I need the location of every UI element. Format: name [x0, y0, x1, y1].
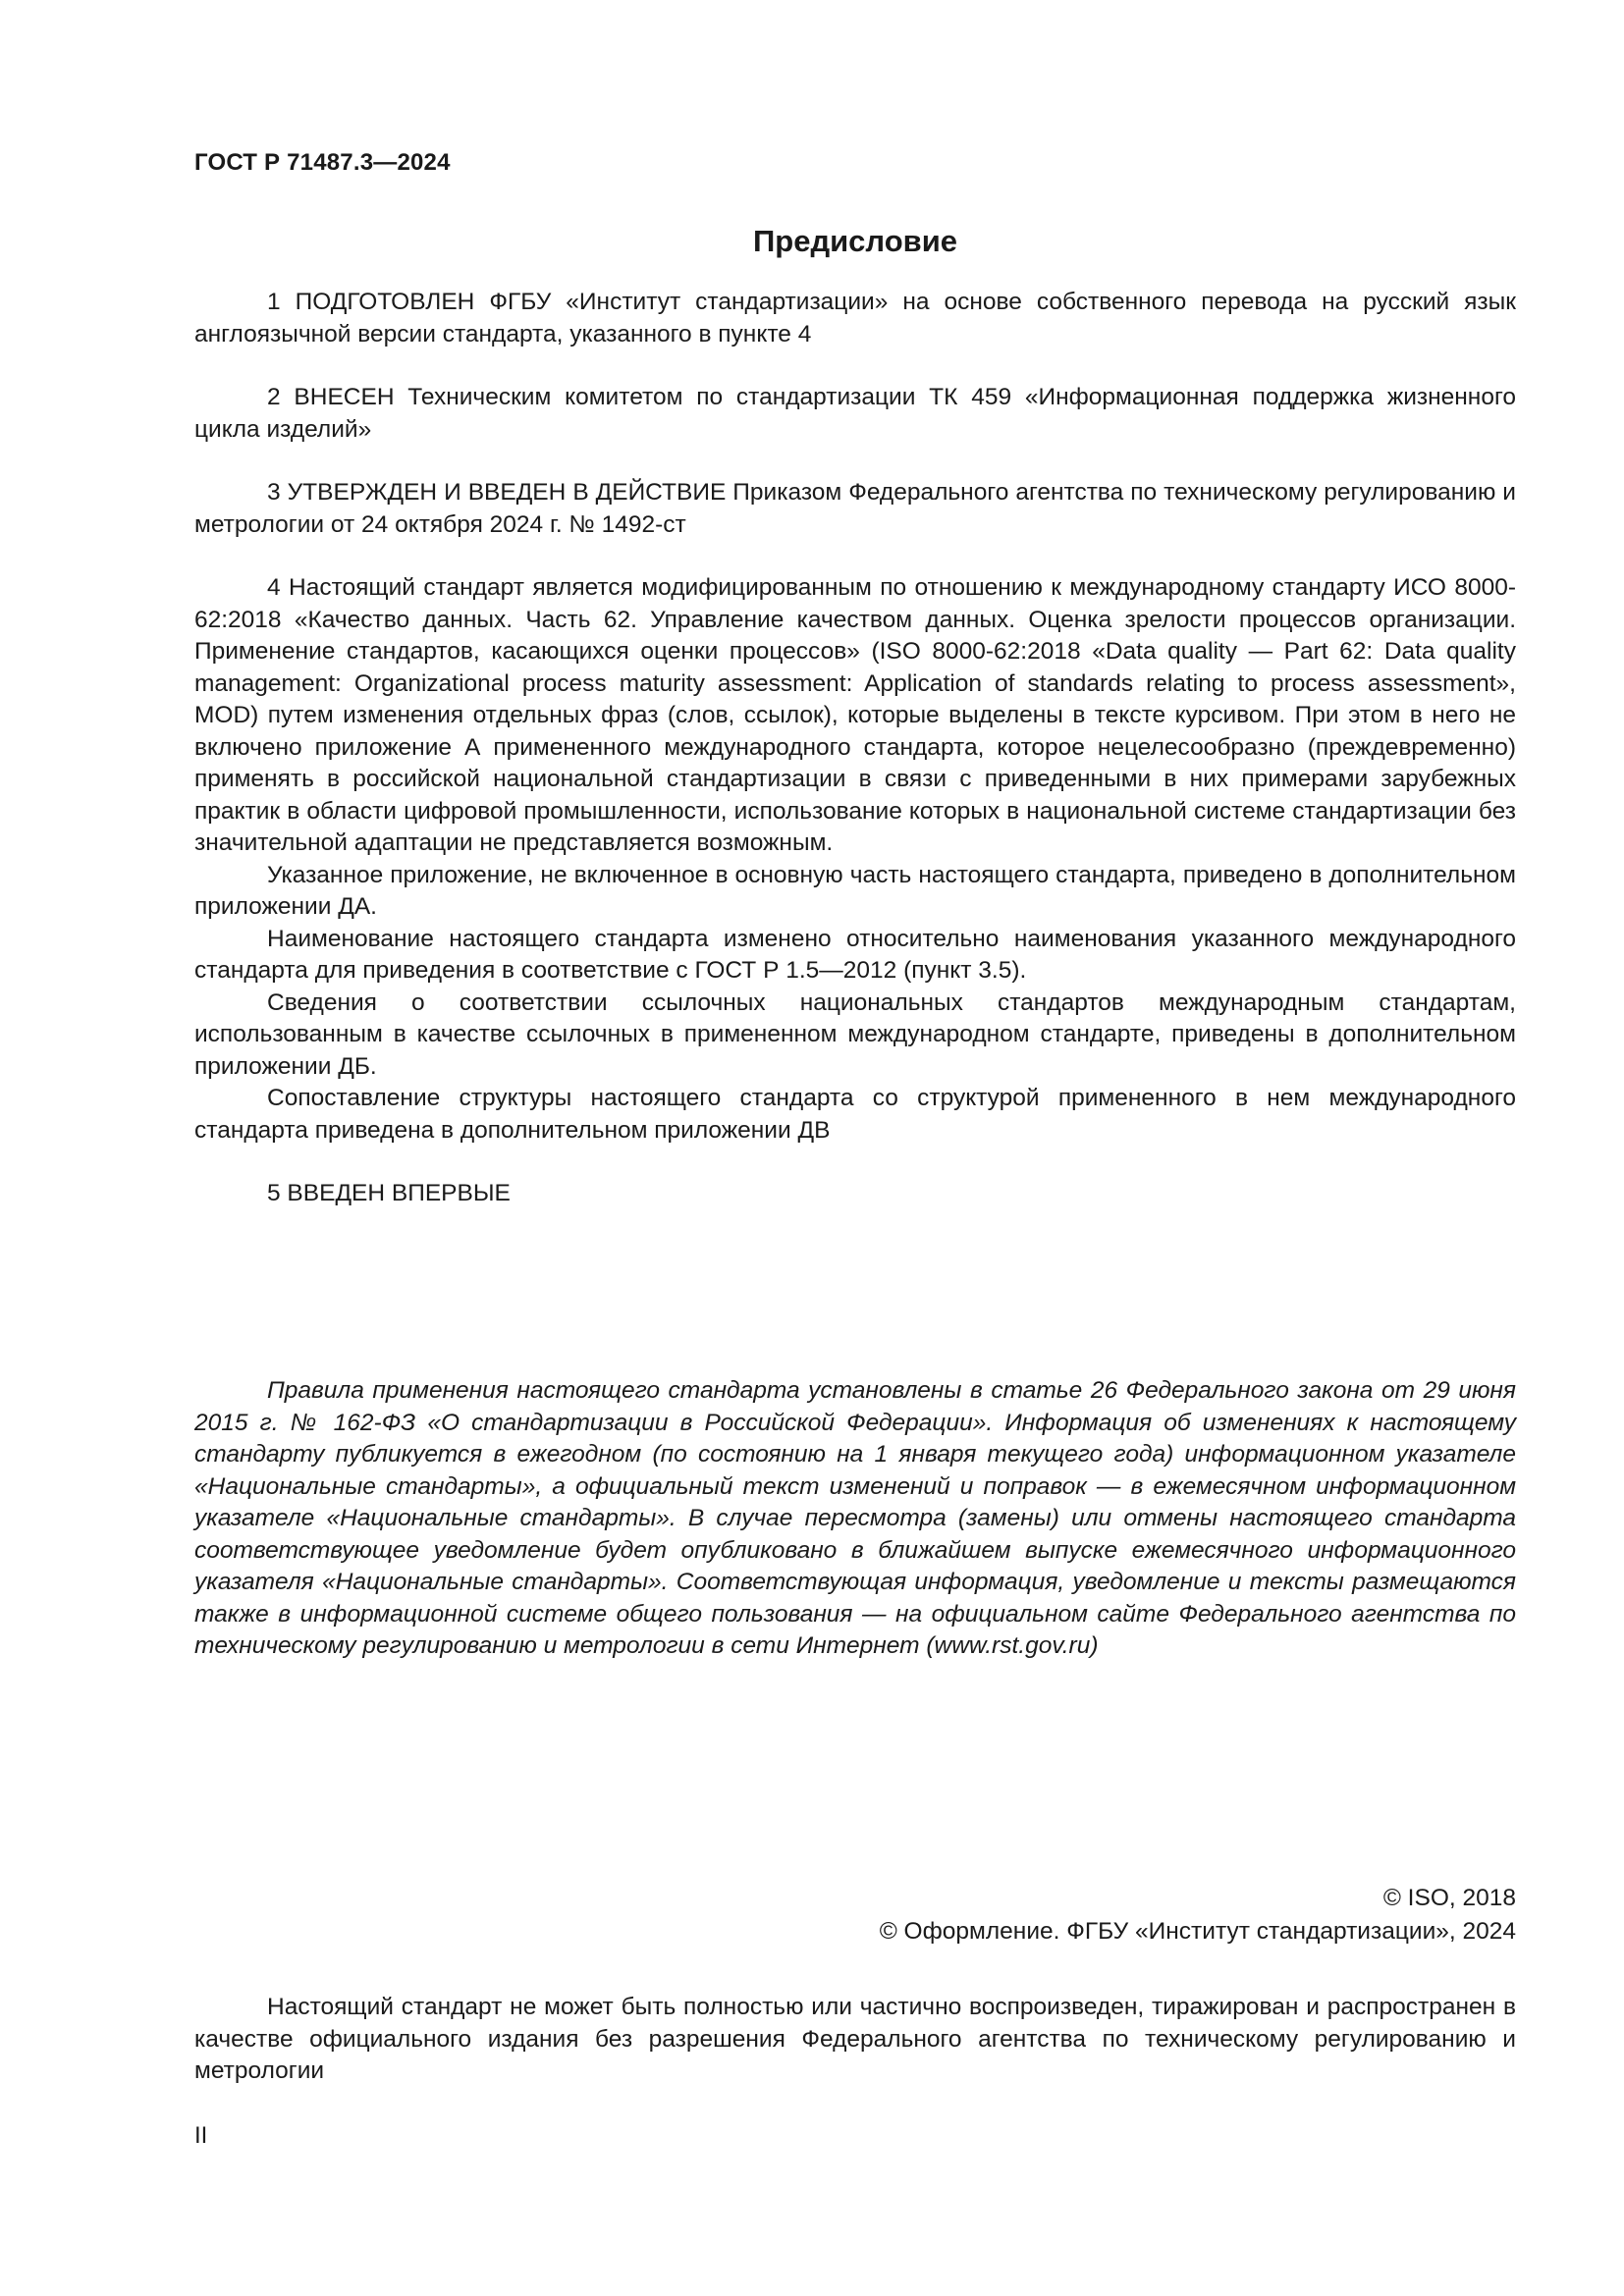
- foreword-item-4: 4 Настоящий стандарт является модифицированным по отношению к международному стандарту ИСО 8000-62:2018 «Качество данных. Часть 62. Управление качеством данных. Оценка зрелости процессов организации. Применение стандартов, касающихся оценки процессов» (ISO 8000-62:2018 «Data quality — Part 62: Data quality management: Organizational process maturity assessment: Application of standards relating to process assessment», MOD) путем изменения отдельных фраз (слов, ссылок), которые выделены в тексте курсивом. При этом в него не включено приложение А примененного международного стандарта, которое нецелесообразно (преждевременно) применять в российской национальной стандартизации в связи с приведенными в них примерами зарубежных практик в области цифровой промышленности, использование которых в национальной системе стандартизации без значительной адаптации не представляется возможным.: [194, 574, 1516, 856]
- copyright-iso: © ISO, 2018: [1382, 1885, 1516, 1911]
- reproduction-notice-text: Настоящий стандарт не может быть полностью или частично воспроизведен, тиражирован и распространен в качестве официального издания без разрешения Федерального агентства по техническому регулированию и метрологии: [194, 1994, 1516, 2084]
- copyright-design: © Оформление. ФГБУ «Институт стандартизации», 2024: [879, 1918, 1516, 1945]
- document-page: [194, 0, 1516, 2296]
- foreword-item-5: 5 ВВЕДЕН ВПЕРВЫЕ: [267, 1180, 511, 1206]
- foreword-item-4-structure-note: Сопоставление структуры настоящего стандарта со структурой примененного в нем международного стандарта приведена в дополнительном приложении ДВ: [194, 1085, 1516, 1144]
- page-number: II: [194, 2122, 208, 2149]
- foreword-item-4-title-note: Наименование настоящего стандарта изменено относительно наименования указанного международного стандарта для приведения в соответствие с ГОСТ Р 1.5—2012 (пункт 3.5).: [194, 925, 1516, 984]
- application-rules-text: Правила применения настоящего стандарта установлены в статье 26 Федерального закона от 29 июня 2015 г. № 162-ФЗ «О стандартизации в Российской Федерации». Информация об изменениях к настоящему стандарту публикуется в ежегодном (по состоянию на 1 января текущего года) информационном указателе «Национальные стандарты», а официальный текст изменений и поправок — в ежемесячном информационном указателе «Национальные стандарты». В случае пересмотра (замены) или отмены настоящего стандарта соответствующее уведомление будет опубликовано в ближайшем выпуске ежемесячного информационного указателя «Национальные стандарты». Соответствующая информация, уведомление и тексты размещаются также в информационной системе общего пользования — на официальном сайте Федерального агентства по техническому регулированию и метрологии в сети Интернет (www.rst.gov.ru): [194, 1377, 1516, 1659]
- foreword-body: [194, 287, 1516, 1210]
- application-rules-notice: [194, 1375, 1516, 1663]
- foreword-item-3: 3 УТВЕРЖДЕН И ВВЕДЕН В ДЕЙСТВИЕ Приказом Федерального агентства по техническому регулированию и метрологии от 24 октября 2024 г. № 1492-ст: [194, 479, 1516, 538]
- foreword-item-1: 1 ПОДГОТОВЛЕН ФГБУ «Институт стандартизации» на основе собственного перевода на русский язык англоязычной версии стандарта, указанного в пункте 4: [194, 289, 1516, 347]
- reproduction-notice: [194, 1992, 1516, 2088]
- foreword-item-2: 2 ВНЕСЕН Техническим комитетом по стандартизации ТК 459 «Информационная поддержка жизненного цикла изделий»: [194, 384, 1516, 443]
- page-title: Предисловие: [752, 224, 957, 258]
- copyright-block: [880, 1882, 1516, 1949]
- document-code: ГОСТ Р 71487.3—2024: [194, 149, 451, 176]
- foreword-item-4-annex-note: Указанное приложение, не включенное в основную часть настоящего стандарта, приведено в дополнительном приложении ДА.: [194, 861, 1516, 920]
- foreword-item-4-references-note: Сведения о соответствии ссылочных национальных стандартов международным стандартам, использованным в качестве ссылочных в примененном международном стандарте, приведены в дополнительном приложении ДБ.: [194, 988, 1516, 1080]
